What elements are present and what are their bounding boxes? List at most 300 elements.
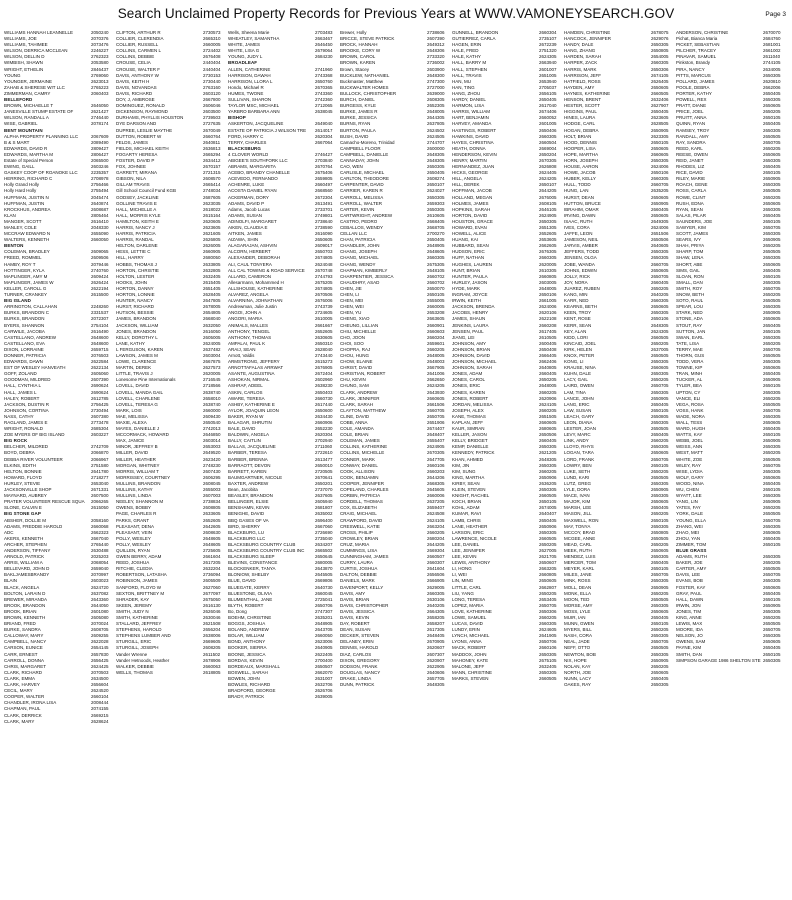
owner-name: SHRADER, KAY	[116, 596, 150, 602]
owner-name: LUKE, SETH	[564, 468, 591, 474]
owner-name: CHANDLER, JOHN	[340, 243, 380, 249]
property-id: 2650405	[539, 97, 557, 103]
property-id: 2650405	[763, 322, 781, 328]
owner-name: COX, ELIZABETH	[340, 505, 377, 511]
property-id: 2650605	[763, 103, 781, 109]
property-id: 2650706	[315, 602, 333, 608]
property-id: 2608205	[203, 645, 221, 651]
property-id: 2660505	[539, 493, 557, 499]
owner-name: BREWER, MIRANDA	[4, 596, 48, 602]
owner-name: Vander Wrenne	[116, 651, 148, 657]
property-id: 2617040	[539, 103, 557, 109]
property-id: 2645605	[427, 487, 445, 493]
property-id: 2650905	[651, 487, 669, 493]
owner-name: JOLLY, RICK	[564, 273, 591, 279]
owner-name: CARLTON, THEODORE	[340, 176, 390, 182]
property-id: 2601080	[91, 608, 109, 614]
property-id: 2650705	[763, 517, 781, 523]
owner-name: HORTON, CHRISTIE	[116, 267, 159, 273]
locality-name: BLACKSBURG	[228, 145, 261, 151]
property-id: 2632204	[203, 566, 221, 572]
owner-name: AYLOR, JOAQUIN LEON	[228, 407, 279, 413]
property-id: 2650305	[651, 371, 669, 377]
owner-name: DICKENSON, RAYMOND	[116, 109, 168, 115]
owner-record	[452, 676, 563, 682]
owner-name: CHANG, JOSEPH	[340, 249, 377, 255]
owner-name: JACOBS, HENRY	[452, 310, 489, 316]
property-id: 2650105	[651, 462, 669, 468]
property-id: 2650705	[427, 413, 445, 419]
owner-name: HUMES, TWONE	[228, 90, 264, 96]
property-id: 2650305	[763, 523, 781, 529]
owner-name: HAYES, CHRISTINA	[452, 139, 494, 145]
property-id: 2762323	[91, 54, 109, 60]
owner-name: KOCH, BRIAN	[452, 499, 482, 505]
owner-name: GIBSON, NILA	[116, 176, 147, 182]
property-id: 2651506	[651, 231, 669, 237]
property-id: 2650905	[651, 584, 669, 590]
owner-name: ANTHONY, TENGEL	[228, 328, 270, 334]
owner-name: ISAAC, RUTH	[564, 218, 593, 224]
property-id: 2730440	[203, 78, 221, 84]
owner-name: PRATER VOLUNTEER RESCUE SQUA	[4, 499, 85, 505]
owner-name: BROWN, MICHAELLE T	[4, 103, 54, 109]
owner-name: MAHONEY, KATE	[452, 657, 489, 663]
property-id: 2650505	[651, 596, 669, 602]
owner-name: Gill School Council Fund KGB	[116, 188, 177, 194]
property-id: 2702940	[315, 438, 333, 444]
property-id: 2660405	[651, 279, 669, 285]
owner-name: MYERS, BILL	[564, 627, 592, 633]
owner-name: RAMSEY, TROY	[676, 127, 710, 133]
owner-name: LYONS, ANNA	[452, 639, 482, 645]
owner-name: YOUNG, ELLA	[676, 517, 707, 523]
locality-name: BROADLEAF	[228, 60, 258, 66]
property-id: 2650405	[763, 371, 781, 377]
owner-name: RYAN, SEAN	[676, 206, 703, 212]
owner-name: WALL, TESS	[676, 420, 703, 425]
owner-name: BUCKWALTER HOMES	[340, 84, 389, 90]
property-id: 2670305	[427, 450, 445, 456]
property-id: 2650505	[763, 621, 781, 627]
owner-name: CORDELL, THOMAS	[340, 499, 383, 505]
owner-name: CHANG, MICHAEL	[340, 255, 379, 261]
owner-name: WHITE, ZOE	[676, 456, 703, 462]
owner-name: CANNADAY, JOHN	[340, 157, 379, 163]
property-id: 2662650	[427, 377, 445, 383]
owner-name: MAX, JANICE	[116, 438, 145, 444]
owner-name: HALL, TRAVIS	[452, 72, 482, 78]
property-id: 2650605	[651, 304, 669, 310]
owner-name: CHU, KEVIN	[340, 377, 366, 383]
owner-name: AKERS, KENNETH	[4, 535, 44, 541]
owner-name: LAM, TINA	[564, 389, 586, 395]
owner-name: HALL, MICHELLE A	[116, 206, 157, 212]
property-id: 2650105	[651, 621, 669, 627]
property-id: 2650645	[315, 554, 333, 560]
property-id: 2742013	[203, 426, 221, 432]
property-id: 2738834	[203, 499, 221, 505]
owner-name: CAO, WEN	[340, 164, 363, 170]
property-id: 2687605	[203, 194, 221, 200]
owner-name: NIX, HOPE	[564, 657, 587, 663]
property-id: 2603014	[203, 438, 221, 444]
owner-name: ARRIS, WILLIAM A	[4, 560, 43, 566]
property-id: 2690624	[91, 389, 109, 395]
owner-name: YATES, FAY	[676, 505, 701, 511]
owner-name: KUMAR, RAVI	[452, 511, 481, 517]
owner-name: SHAW, LENA	[676, 255, 704, 261]
owner-name: Bo, Dong	[228, 608, 247, 614]
owner-name: LI, HONG	[452, 566, 472, 572]
owner-name: COOK, ALLISON	[340, 468, 375, 474]
property-id: 2660204	[427, 334, 445, 340]
property-id: 2650305	[651, 389, 669, 395]
owner-name: WALTERS, KENNETH	[4, 237, 50, 243]
property-id: 2654005	[651, 54, 669, 60]
property-id: 2650310	[315, 340, 333, 346]
property-id: 2650305	[651, 578, 669, 584]
property-id: 2634207	[315, 541, 333, 547]
property-id: 2650105	[763, 383, 781, 389]
owner-name: CLARK, DERRICK	[4, 712, 42, 718]
property-id: 2648005	[427, 352, 445, 358]
property-id: 2650305	[539, 651, 557, 657]
owner-name: DALTON, DEBBIE	[340, 572, 377, 578]
property-id: 2650506	[539, 432, 557, 438]
owner-name: HUFF, NATHAN	[452, 255, 485, 261]
property-id: 2650605	[651, 194, 669, 200]
owner-name: HODGE, CARL	[564, 121, 596, 127]
property-id: 2650105	[763, 432, 781, 438]
property-id: 2640730	[315, 584, 333, 590]
owner-name: ZHANG, WEI	[676, 523, 703, 529]
owner-name: DODSON, FRANK	[340, 663, 378, 669]
property-id: 2076503	[91, 352, 109, 358]
property-id: 2650205	[539, 377, 557, 383]
property-id: 2600405	[539, 340, 557, 346]
owner-name: LOWE, SAMUEL	[452, 615, 487, 620]
property-id: 2678005	[203, 304, 221, 310]
owner-name: AIZAWA, SHIN	[228, 237, 259, 243]
owner-name: BLACKBURG, LU	[228, 529, 265, 535]
owner-name: BURTON, PAULA	[340, 127, 376, 133]
property-id: 2756466	[91, 182, 109, 188]
property-id: 2747307	[315, 608, 333, 614]
owner-name: WILSON, DERRICA MCCLEAN	[4, 48, 68, 54]
property-id: 2650305	[651, 633, 669, 639]
property-id: 2703483	[315, 30, 333, 35]
owner-name: FREED, ROMMEL	[4, 255, 42, 261]
property-id: 2705037	[539, 84, 557, 90]
owner-name: IRWIN, JON	[676, 602, 701, 608]
property-id: 2735040	[315, 535, 333, 541]
property-id: 2650305	[651, 554, 669, 560]
property-id: 2718566	[203, 383, 221, 389]
owner-name: JUAREZ, RUBEN	[564, 285, 600, 291]
property-id: 2615164	[203, 212, 221, 218]
owner-name: VOSS, HANK	[676, 407, 704, 413]
owner-name: SHAH, PRIYA	[676, 243, 705, 249]
property-id: 2727000	[427, 84, 445, 90]
owner-name: KARR, NED	[564, 298, 589, 304]
property-id: 2630106	[427, 596, 445, 602]
property-id: 2609430	[203, 413, 221, 419]
property-id: 2643930	[427, 389, 445, 395]
property-id: 2628040	[315, 346, 333, 352]
property-id: 2624006	[651, 164, 669, 170]
property-id: 2612785	[91, 395, 109, 401]
property-id: 2650505	[651, 352, 669, 358]
property-id: 2660505	[651, 90, 669, 96]
owner-name: LOVELL, MANDA GAIL	[116, 389, 164, 395]
property-id: 2640205	[651, 292, 669, 298]
owner-name: ROBINSON, JAMES	[116, 578, 158, 584]
property-id: 2659715	[91, 346, 109, 352]
property-id: 2649520	[203, 450, 221, 456]
property-id: 2765223	[91, 84, 109, 90]
owner-name: HART, BENJAMIN	[452, 115, 489, 121]
property-id: 2650205	[651, 541, 669, 547]
property-id: 2641780	[91, 468, 109, 474]
property-id: 2640205	[427, 602, 445, 608]
owner-name: ASHRAF, ADEEL	[228, 383, 263, 389]
property-id: 2724402	[203, 48, 221, 54]
owner-name: COBB, ANNA	[340, 420, 368, 425]
owner-name: BARBER, TERESA	[228, 450, 267, 456]
property-id: 2650805	[651, 413, 669, 419]
owner-name: BLEVINS, CONSTANCE	[228, 560, 278, 566]
property-id: 2650305	[427, 164, 445, 170]
property-id: 2650605	[763, 151, 781, 157]
owner-name: LYLE, DORA	[564, 487, 591, 493]
owner-name: HURLEY, JASON	[452, 279, 488, 285]
property-id: 2667040	[91, 535, 109, 541]
property-id: 2650305	[651, 523, 669, 529]
property-id: 2712065	[315, 103, 333, 109]
owner-name: MCCRAW EDWARD N	[4, 231, 51, 237]
owner-name: ASHBY, KATHERINE E	[228, 401, 275, 407]
property-id: 2635205	[651, 188, 669, 194]
owner-name: HALL, CYNTHIA L	[4, 383, 42, 389]
property-id: 2650600	[315, 407, 333, 413]
owner-name: HARMON, LISA	[452, 103, 485, 109]
owner-name: LANCE, JOHN	[564, 395, 594, 401]
property-id: 2650205	[539, 541, 557, 547]
property-id: 2681001	[763, 42, 781, 48]
locality-name: BIG ISLAND	[4, 298, 32, 304]
owner-name: HALE, FRED	[452, 48, 479, 54]
owner-name: SOTO, RAUL	[676, 298, 704, 304]
property-id: 2650505	[651, 474, 669, 480]
property-id: 2660305	[651, 298, 669, 304]
property-id: 2605509	[203, 578, 221, 584]
owner-name: ADAMS, RUTH	[676, 554, 708, 560]
owner-name: DOUGLAS, NANCY	[340, 669, 381, 675]
owner-name: HARRISON, DAWAH	[228, 72, 271, 78]
property-id: 2640805	[539, 365, 557, 371]
property-id: 2650305	[651, 420, 669, 425]
owner-name: LOVE, KATHERINE	[452, 608, 492, 614]
owner-name: WOOD, NINA	[676, 480, 704, 486]
owner-name: HOLLAND, MEGAN	[452, 194, 493, 200]
property-id: 2660764	[203, 133, 221, 139]
property-id: 2650305	[763, 72, 781, 78]
property-id: 2641604	[427, 566, 445, 572]
property-id: 2650105	[763, 541, 781, 547]
property-id: 2610005	[315, 316, 333, 322]
owner-name: HUBBARD, SEAN	[452, 243, 489, 249]
owner-name: MCGEE, ANNE	[564, 535, 596, 541]
owner-name: LONG, TERESA	[452, 596, 486, 602]
property-id: 2627060	[203, 584, 221, 590]
owner-name: HOWELL, ALICE	[452, 231, 487, 237]
property-id: 2650405	[763, 267, 781, 273]
owner-name: HALE, KATHY	[452, 54, 481, 60]
property-id: 2650105	[651, 139, 669, 145]
property-id: 2650205	[763, 243, 781, 249]
property-id: 2660305	[651, 60, 669, 66]
property-id: 2650305	[651, 682, 669, 688]
owner-name: BARRAOTT, DEVON	[228, 462, 271, 468]
owner-name: ANIMALS, MALLES	[228, 322, 269, 328]
property-id: 2605005	[203, 334, 221, 340]
property-id: 2652605	[315, 328, 333, 334]
property-id: 2629076	[651, 36, 669, 42]
property-id: 2650506	[651, 237, 669, 243]
property-id: 2654145	[91, 645, 109, 651]
owner-name: LYNCH, MICHAEL	[452, 633, 490, 639]
property-id: 2674805	[315, 255, 333, 261]
property-id: 2650905	[763, 237, 781, 243]
property-id: 2650405	[651, 505, 669, 511]
owner-name: DIXON, LORRAINE	[4, 346, 44, 352]
owner-name: MARK, LOIS	[116, 407, 142, 413]
owner-name: HASTINGS, ROBERT	[452, 127, 497, 133]
owner-name: COPELAND, CHARLES	[340, 487, 389, 493]
owner-name: ARMSTRONG, JEFFERY	[228, 359, 280, 365]
owner-name: DONNER, PATRICIA	[4, 352, 47, 358]
locality-name: BIG ROCK	[4, 438, 28, 444]
owner-name: SHARP, TOM	[676, 249, 704, 255]
owner-name: MORSE, AMY	[564, 602, 593, 608]
owner-name: DOMINGUEZ, RONALD	[116, 103, 165, 109]
owner-name: KELLER, JASON	[452, 432, 487, 438]
owner-name: CHENG, XIAO	[340, 316, 370, 322]
property-id: 2765440	[91, 541, 109, 547]
property-id: 2650204	[539, 151, 557, 157]
owner-name: PAYNE, KIM	[676, 645, 702, 651]
owner-name: CHIU, MICHELLE	[340, 328, 377, 334]
property-id: 2650305	[539, 529, 557, 535]
property-id: 2648305	[427, 151, 445, 157]
property-id: 2660000	[203, 407, 221, 413]
property-id: 2068054	[91, 560, 109, 566]
property-id: 2650205	[539, 590, 557, 596]
property-id: 2650705	[763, 285, 781, 291]
property-id: 2640811	[203, 139, 221, 145]
property-id: 2650106	[651, 170, 669, 176]
owner-name: CLAYTON, MATTHEW	[340, 407, 386, 413]
property-id: 2668405	[427, 218, 445, 224]
owner-name: SLOAN, RON	[676, 273, 704, 279]
owner-name: SMALL, DAN	[676, 279, 703, 285]
owner-name: MASON, JILL	[564, 511, 592, 517]
property-id: 2733701	[315, 206, 333, 212]
property-id: 2635201	[315, 615, 333, 620]
owner-name: MCCORMACK, HOWARD	[116, 432, 169, 438]
owner-name: KEEN, TROY	[564, 310, 592, 316]
owner-name: HAGEN, ERIN	[452, 42, 482, 48]
owner-name: CHRISTIAN, ROBERT	[340, 371, 386, 377]
property-id: 2620906	[539, 395, 557, 401]
property-id: 2650905	[763, 438, 781, 444]
property-id: 2616410	[91, 218, 109, 224]
property-id: 2660205	[539, 615, 557, 620]
property-id: 2050240	[91, 30, 109, 35]
owner-name: HALEY, ROBERT	[4, 395, 40, 401]
property-id: 2751580	[91, 462, 109, 468]
property-id: 2650906	[539, 523, 557, 529]
owner-name: HEATH, DONNA	[452, 145, 486, 151]
owner-name: DAVIS, ANTHONY W	[116, 72, 159, 78]
property-id: 2079446	[91, 261, 109, 267]
property-id: 2053580	[91, 60, 109, 66]
property-id: 2650405	[763, 645, 781, 651]
property-id: 2670506	[315, 292, 333, 298]
property-id: 2620005	[203, 371, 221, 377]
owner-name: KANE, THOMAS	[452, 413, 486, 419]
property-id: 2638740	[203, 389, 221, 395]
owner-name: BOLAR, WILLIAM	[228, 633, 265, 639]
property-id: 2650705	[763, 407, 781, 413]
property-id: 2708978	[91, 176, 109, 182]
property-id: 2624205	[539, 176, 557, 182]
owner-name: HARVEY, AMANDA	[452, 121, 492, 127]
owner-name: GODSEY, JACKLINE	[116, 194, 159, 200]
owner-name: WILSON, RANDALL A	[4, 115, 49, 121]
property-id: 2650405	[651, 675, 669, 681]
owner-name: BORDAS, KEVIN	[228, 657, 264, 663]
owner-record	[228, 694, 339, 700]
property-id: 2632406	[651, 97, 669, 103]
owner-name: Vander Hetnoods, Heather	[116, 657, 170, 663]
owner-name: CARPENTER, DAVID	[340, 182, 384, 188]
owner-name: SIMS, GAIL	[676, 267, 700, 273]
property-id: 2650505	[651, 535, 669, 541]
property-id: 2650205	[651, 377, 669, 383]
property-id: 2805464	[91, 212, 109, 218]
owner-name: BYERS, SHANNON	[4, 322, 45, 328]
property-id: 2650105	[763, 487, 781, 493]
owner-name: SUTTON, JAN	[676, 328, 706, 334]
owner-name: HOUSTON, GRACE	[452, 218, 493, 224]
owner-name: CHO, JOON	[340, 334, 366, 340]
owner-name: LLOYD, RHYS	[564, 444, 594, 450]
property-id: 2650405	[763, 164, 781, 170]
property-id: 2725041	[315, 596, 333, 602]
listing-column	[564, 30, 676, 896]
owner-name: HAMDEN, CHRISTINE	[564, 30, 611, 35]
property-id: 2066870	[91, 450, 109, 456]
owner-name: DIAZ, CARLOS	[340, 651, 372, 657]
owner-name: ADAMS, DAVID P	[228, 200, 265, 206]
owner-name: JOHNSON, SARAH	[452, 365, 493, 371]
owner-name: COLLINS, DEBBIE	[116, 54, 155, 60]
owner-name: CONWAY, DANIEL	[340, 462, 378, 468]
owner-name: POLLARD, JAMES	[676, 78, 715, 84]
owner-name: KLEIN, STEVEN	[452, 487, 486, 493]
